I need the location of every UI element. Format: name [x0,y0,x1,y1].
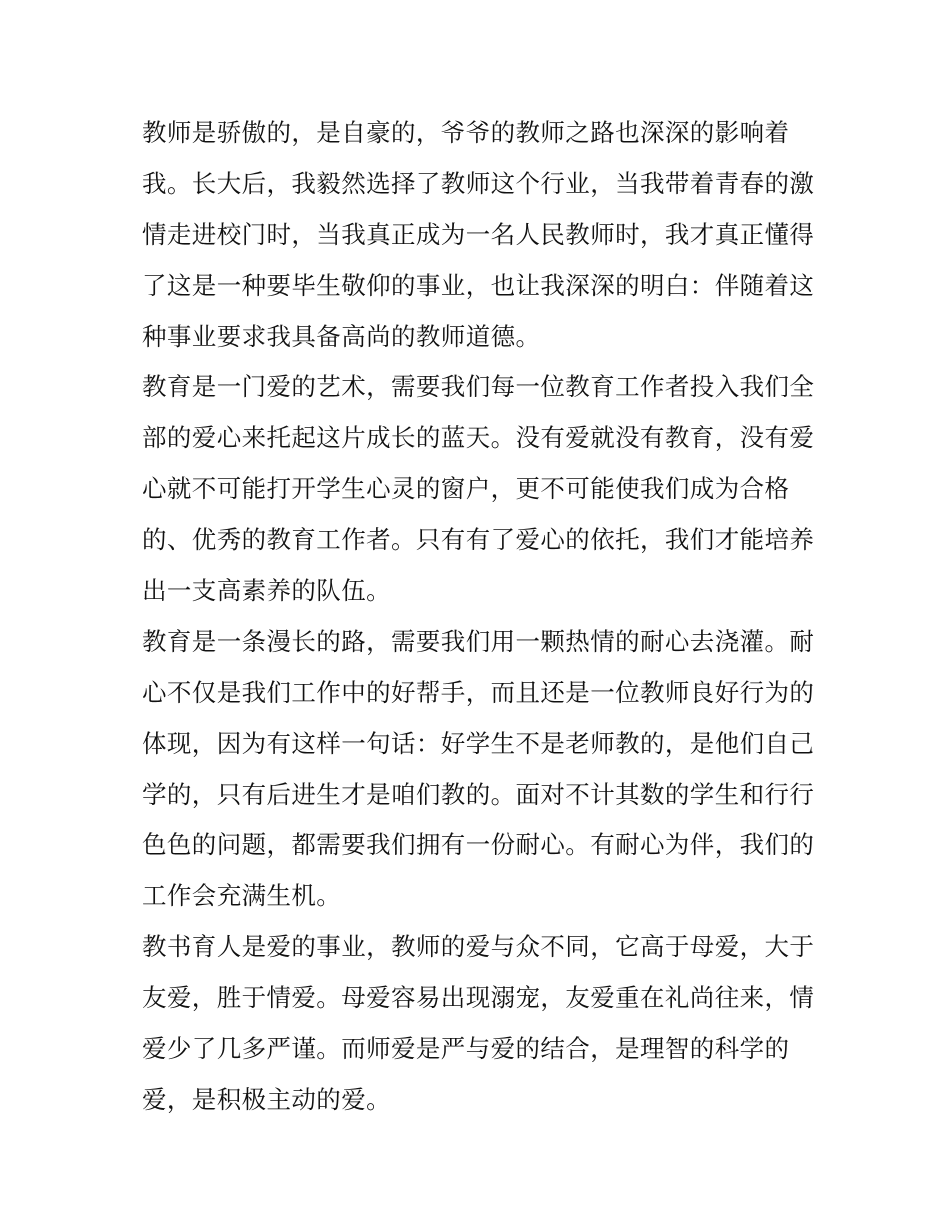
text-line: 心不仅是我们工作中的好帮手，而且还是一位教师良好行为的 [142,677,815,707]
text-line: 种事业要求我具备高尚的教师道德。 [142,321,541,351]
text-line: 我。长大后，我毅然选择了教师这个行业，当我带着青春的激 [142,168,815,198]
text-line: 教书育人是爱的事业，教师的爱与众不同，它高于母爱，大于 [142,932,815,962]
text-line: 教师是骄傲的，是自豪的，爷爷的教师之路也深深的影响着 [142,118,790,147]
text-line: 情走进校门时，当我真正成为一名人民教师时，我才真正懂得 [142,219,815,249]
text-line: 部的爱心来托起这片成长的蓝天。没有爱就没有教育，没有爱 [142,423,815,453]
document-body [142,108,822,1126]
text-line: 爱，是积极主动的爱。 [142,1084,391,1114]
text-line: 的、优秀的教育工作者。只有有了爱心的依托，我们才能培养 [142,525,815,555]
text-line: 色色的问题，都需要我们拥有一份耐心。有耐心为伴，我们的 [142,830,815,860]
text-line: 爱少了几多严谨。而师爱是严与爱的结合，是理智的科学的 [142,1034,790,1064]
text-line: 工作会充满生机。 [142,881,342,911]
text-line: 心就不可能打开学生心灵的窗户，更不可能使我们成为合格 [142,474,790,504]
text-line: 教育是一门爱的艺术，需要我们每一位教育工作者投入我们全 [142,372,815,402]
text-line: 学的，只有后进生才是咱们教的。面对不计其数的学生和行行 [142,779,815,809]
text-line: 了这是一种要毕生敬仰的事业，也让我深深的明白：伴随着这 [142,270,815,300]
text-line: 友爱，胜于情爱。母爱容易出现溺宠，友爱重在礼尚往来，情 [142,983,815,1013]
text-line: 教育是一条漫长的路，需要我们用一颗热情的耐心去浇灌。耐 [142,626,815,656]
text-line: 出一支高素养的队伍。 [142,576,391,606]
text-line: 体现，因为有这样一句话：好学生不是老师教的，是他们自己 [142,728,815,758]
